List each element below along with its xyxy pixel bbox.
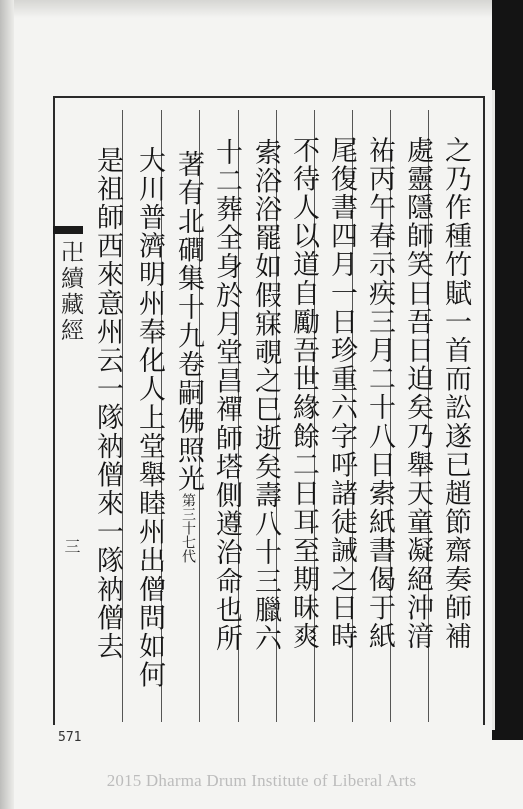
text-column-1: 之乃作種竹賦一首而訟遂已趙節齋奏師補 [440, 136, 471, 651]
text-column-9: 大川普濟明州奉化人上堂舉睦州出僧問如何 [134, 146, 165, 690]
margin-black-bar [53, 226, 83, 234]
text-column-2: 處靈隱師笑日吾日迫矣乃舉天童凝絕沖湇 [402, 136, 433, 651]
text-column-8 [171, 150, 205, 730]
watermark: 2015 Dharma Drum Institute of Liberal Arts [106, 771, 417, 790]
text-column-4: 尾復書四月一日珍重六字呼諸徒誡之日時 [326, 136, 357, 651]
text-column-5: 不待人以道自勵吾世緣餘二日耳至期昧爽 [288, 136, 319, 651]
page-top-shadow [0, 0, 523, 18]
margin-title: 卍續藏經 [57, 240, 83, 344]
margin-page-number: 三 [62, 538, 81, 554]
page-right-edge-block [492, 0, 523, 740]
text-column-8-main: 著有北磵集十九卷嗣佛照光 [173, 150, 204, 494]
page-number: 571 [58, 730, 82, 745]
text-column-7: 十二葬全身於月堂昌禪師塔側遵治命也所 [211, 138, 242, 653]
text-column-6: 索浴浴罷如假寐覗之巳逝矣壽八十三臘六 [250, 138, 281, 653]
generation-note: 第三十七代 [180, 493, 196, 564]
text-column-10: 是祖師西來意州云一隊衲僧來一隊衲僧去 [92, 146, 123, 661]
text-column-3: 祐丙午春示疾三月二十八日索紙書偈于紙 [364, 136, 395, 651]
page-left-shadow [0, 0, 14, 809]
